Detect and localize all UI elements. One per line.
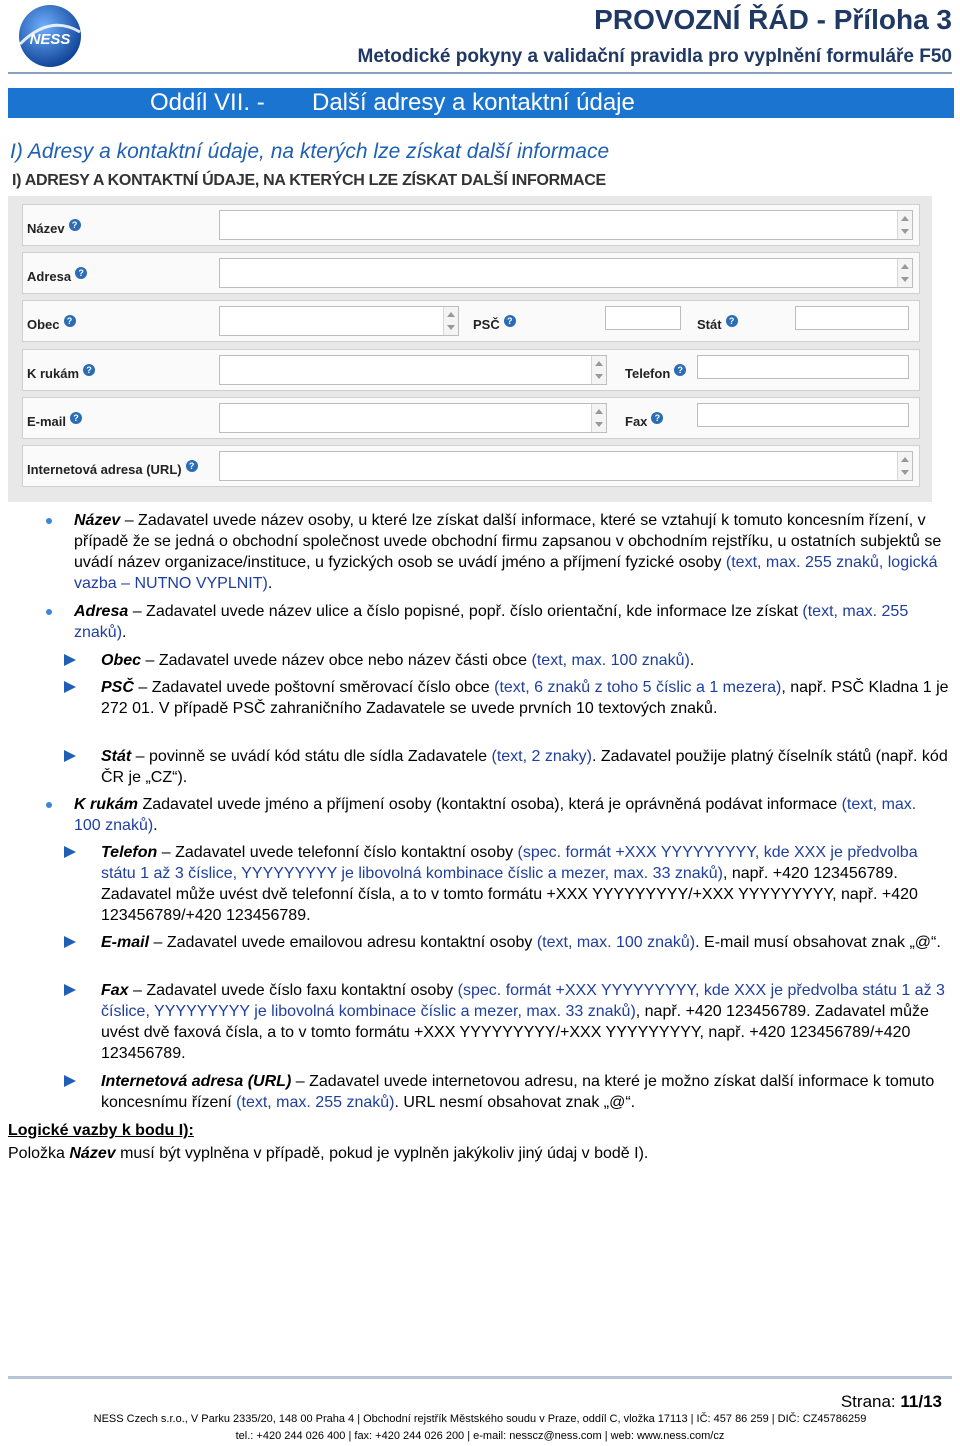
item-spec: (text, 2 znaky) xyxy=(491,748,592,765)
scroll-up-icon[interactable] xyxy=(901,216,909,221)
form-row-krukam xyxy=(22,349,920,391)
label-adresa xyxy=(27,269,87,284)
item-spec: (text, max. 255 znaků) xyxy=(74,603,909,641)
label-stat-text: Stát xyxy=(697,317,722,332)
item-end: , např. PSČ Kladna 1 je 272 01. V případě PSČ zahraničního Zadavatele se uvede prvních 10 textových znaků. xyxy=(101,679,949,717)
item-text: Zadavatel uvede internetovou adresu, na které je možno získat další informace k tomuto koncesnímu řízení xyxy=(101,1073,935,1111)
item-spec: (spec. formát +XXX YYYYYYYYY, kde XXX je předvolba státu 1 až 3 číslice, YYYYYYYYY je libovolná kombinace číslic a mezer, max. 33 znaků) xyxy=(101,844,918,882)
label-obec xyxy=(27,317,76,332)
scroll-down-icon[interactable] xyxy=(901,229,909,234)
label-fax-text: Fax xyxy=(625,414,648,429)
item-dash: – xyxy=(291,1073,310,1090)
label-telefon xyxy=(625,366,686,381)
form-row-obec xyxy=(22,300,920,342)
scroll-down-icon[interactable] xyxy=(595,374,603,379)
scroll-down-icon[interactable] xyxy=(447,325,455,330)
arrow-bullet-icon xyxy=(64,984,76,996)
item-adresa xyxy=(74,601,946,643)
bullet-icon xyxy=(46,802,52,808)
scrollbar[interactable] xyxy=(897,259,912,287)
nazev-textarea[interactable] xyxy=(219,210,913,240)
item-email xyxy=(101,932,949,953)
item-dash: – xyxy=(120,512,139,529)
item-end: . E-mail musí obsahovat znak „@“. xyxy=(695,934,941,951)
help-icon[interactable]: ? xyxy=(69,219,81,231)
item-text: Zadavatel uvede telefonní číslo kontaktní osoby xyxy=(175,844,518,861)
scroll-up-icon[interactable] xyxy=(595,409,603,414)
form-row-adresa xyxy=(22,252,920,294)
item-dash: – xyxy=(131,748,150,765)
document-subtitle: Metodické pokyny a validační pravidla pro vyplnění formuláře F50 xyxy=(357,46,952,67)
label-nazev xyxy=(27,221,81,236)
item-term: Stát xyxy=(101,748,132,765)
scroll-up-icon[interactable] xyxy=(595,361,603,366)
fax-input[interactable] xyxy=(697,403,909,427)
label-telefon-text: Telefon xyxy=(625,366,671,381)
item-dash: – xyxy=(157,844,176,861)
item-dash: – xyxy=(128,603,147,620)
help-icon[interactable]: ? xyxy=(504,315,516,327)
item-nazev xyxy=(74,510,946,594)
item-text: Zadavatel uvede název obce nebo název části obce xyxy=(158,652,532,669)
scroll-up-icon[interactable] xyxy=(901,457,909,462)
item-end: . xyxy=(689,652,695,669)
item-spec: (text, 6 znaků z toho 5 číslic a 1 mezera) xyxy=(494,679,782,696)
item-dash: – xyxy=(149,934,167,951)
form-row-url xyxy=(22,445,920,487)
item-term: Adresa xyxy=(74,603,129,620)
label-psc-text: PSČ xyxy=(473,317,500,332)
item-term: K rukám xyxy=(74,796,139,813)
label-url xyxy=(27,462,198,477)
item-end: . URL nesmí obsahovat znak „@“. xyxy=(394,1094,636,1111)
form-panel xyxy=(8,196,932,502)
item-text: Zadavatel uvede emailovou adresu kontaktní osoby xyxy=(166,934,537,951)
scroll-up-icon[interactable] xyxy=(447,312,455,317)
item-text: povinně se uvádí kód státu dle sídla Zadavatele xyxy=(149,748,492,765)
scrollbar[interactable] xyxy=(591,356,606,384)
arrow-bullet-icon xyxy=(64,1075,76,1087)
label-psc xyxy=(473,317,516,332)
item-obec xyxy=(101,650,949,671)
bullet-icon xyxy=(46,518,52,524)
item-spec: (text, max. 100 znaků) xyxy=(74,796,917,834)
label-obec-text: Obec xyxy=(27,317,60,332)
label-fax xyxy=(625,414,663,429)
label-email xyxy=(27,414,82,429)
item-stat xyxy=(101,746,949,788)
page-label: Strana: xyxy=(840,1392,901,1411)
adresa-textarea[interactable] xyxy=(219,258,913,288)
help-icon[interactable]: ? xyxy=(651,412,663,424)
krukam-textarea[interactable] xyxy=(219,355,607,385)
item-psc xyxy=(101,677,949,719)
email-textarea[interactable] xyxy=(219,403,607,433)
help-icon[interactable]: ? xyxy=(70,412,82,424)
scroll-down-icon[interactable] xyxy=(595,422,603,427)
page-number xyxy=(841,1392,942,1412)
item-text: Zadavatel uvede poštovní směrovací číslo obce xyxy=(151,679,495,696)
page-value: 11/13 xyxy=(900,1392,942,1411)
item-telefon xyxy=(101,842,949,926)
item-dash: – xyxy=(133,679,152,696)
item-end: . xyxy=(122,624,127,641)
section-number: Oddíl VII. - xyxy=(150,89,265,116)
ness-logo xyxy=(14,4,86,68)
item-term: E-mail xyxy=(101,934,150,951)
stat-input[interactable] xyxy=(795,306,909,330)
scrollbar[interactable] xyxy=(897,452,912,480)
label-stat xyxy=(697,317,738,332)
help-icon[interactable]: ? xyxy=(186,460,198,472)
form-row-email xyxy=(22,397,920,439)
item-spec: (text, max. 255 znaků, logická vazba – NUTNO VYPLNIT) xyxy=(74,554,938,592)
label-krukam-text: K rukám xyxy=(27,366,80,381)
label-nazev-text: Název xyxy=(27,221,65,236)
item-end: . Zadavatel použije platný číselník států (např. kód ČR je „CZ“). xyxy=(101,748,948,786)
arrow-bullet-icon xyxy=(64,936,76,948)
item-spec: (text, max. 100 znaků) xyxy=(531,652,690,669)
item-fax xyxy=(101,980,949,1064)
item-text: Zadavatel uvede název ulice a číslo popisné, popř. číslo orientační, kde informace lze získat xyxy=(146,603,803,620)
subsection-heading: I) Adresy a kontaktní údaje, na kterých lze získat další informace xyxy=(10,140,610,163)
footer-contacts: tel.: +420 244 026 400 | fax: +420 244 026 200 | e-mail: nesscz@ness.com | web: www.ness.com/cz xyxy=(235,1430,725,1442)
arrow-bullet-icon xyxy=(64,654,76,666)
item-term: Fax xyxy=(101,982,129,999)
help-icon[interactable]: ? xyxy=(64,315,76,327)
item-text: Zadavatel uvede jméno a příjmení osoby (kontaktní osoba), která je oprávněná podávat informace xyxy=(142,796,842,813)
logic-heading: Logické vazby k bodu I): xyxy=(8,1122,194,1139)
item-end: , např. +420 123456789. Zadavatel může uvést dvě faxová čísla, a to v tomto formátu +XXX YYYYYYYYY/+XXX YYYYYYYYY, např. +420 123456789/+420 123456789. xyxy=(101,1003,929,1062)
item-term: Internetová adresa (URL) xyxy=(101,1073,292,1090)
telefon-input[interactable] xyxy=(697,355,909,379)
bullet-icon xyxy=(46,609,52,615)
arrow-bullet-icon xyxy=(64,846,76,858)
logic-text xyxy=(8,1143,948,1164)
item-krukam xyxy=(74,794,946,836)
obec-textarea[interactable] xyxy=(219,306,459,336)
scroll-down-icon[interactable] xyxy=(901,277,909,282)
help-icon[interactable]: ? xyxy=(726,315,738,327)
item-text: Zadavatel uvede číslo faxu kontaktní osoby xyxy=(146,982,458,999)
section-title: Další adresy a kontaktní údaje xyxy=(312,89,635,116)
item-dash: – xyxy=(128,982,147,999)
header-divider xyxy=(8,72,952,74)
label-krukam xyxy=(27,366,95,381)
form-heading: I) ADRESY A KONTAKTNÍ ÚDAJE, NA KTERÝCH LZE ZÍSKAT DALŠÍ INFORMACE xyxy=(12,172,606,189)
scroll-down-icon[interactable] xyxy=(901,470,909,475)
item-end: , např. +420 123456789. Zadavatel může uvést dvě telefonní čísla, a to v tomto formátu +XXX YYYYYYYYY/+XXX YYYYYYYYY, např. +420 123456789/+420 123456789. xyxy=(101,865,918,924)
label-adresa-text: Adresa xyxy=(27,269,72,284)
help-icon[interactable]: ? xyxy=(83,364,95,376)
item-spec: (spec. formát +XXX YYYYYYYYY, kde XXX je předvolba státu 1 až 3 číslice, YYYYYYYYY je libovolná kombinace číslic a mezer, max. 33 znaků) xyxy=(101,982,945,1020)
footer-divider xyxy=(8,1376,952,1379)
psc-input[interactable] xyxy=(605,306,681,330)
footer-company: NESS Czech s.r.o., V Parku 2335/20, 148 00 Praha 4 | Obchodní rejstřík Městského soudu v Praze, oddíl C, vložka 17113 | IČ: 457 86 259 | DIČ: CZ45786259 xyxy=(93,1413,867,1425)
logic-pre: Položka xyxy=(8,1145,70,1162)
item-dash: – xyxy=(141,652,159,669)
item-spec: (text, max. 255 znaků) xyxy=(236,1094,395,1111)
item-term: Název xyxy=(74,512,121,529)
item-end: . xyxy=(267,575,273,592)
item-term: PSČ xyxy=(101,679,134,696)
logic-post: musí být vyplněna v případě, pokud je vyplněn jakýkoliv jiný údaj v bodě I). xyxy=(115,1145,649,1162)
scroll-up-icon[interactable] xyxy=(901,264,909,269)
label-url-text: Internetová adresa (URL) xyxy=(27,462,182,477)
arrow-bullet-icon xyxy=(64,681,76,693)
help-icon[interactable]: ? xyxy=(674,364,686,376)
url-textarea[interactable] xyxy=(219,451,913,481)
item-url xyxy=(101,1071,949,1113)
form-row-nazev xyxy=(22,204,920,246)
item-text: Zadavatel uvede název osoby, u které lze získat další informace, které se vztahují k tomuto koncesním řízení, v případě že se jedná o obchodní společnost uvede obchodní firmu zapsanou v obchodním rejstříku, u ostatních subjektů se uvádí název organizace/instituce, u fyzických osob se uvádí jméno a příjmení fyzické osoby xyxy=(74,512,942,571)
scrollbar[interactable] xyxy=(897,211,912,239)
item-term: Telefon xyxy=(101,844,158,861)
item-spec: (text, max. 100 znaků) xyxy=(536,934,696,951)
item-term: Obec xyxy=(101,652,142,669)
item-end: . xyxy=(153,817,158,834)
arrow-bullet-icon xyxy=(64,750,76,762)
label-email-text: E-mail xyxy=(27,414,67,429)
scrollbar[interactable] xyxy=(443,307,458,335)
document-title: PROVOZNÍ ŘÁD - Příloha 3 xyxy=(594,4,952,35)
logic-term: Název xyxy=(69,1145,116,1162)
help-icon[interactable]: ? xyxy=(75,267,87,279)
scrollbar[interactable] xyxy=(591,404,606,432)
logo-text: NESS xyxy=(29,31,71,48)
